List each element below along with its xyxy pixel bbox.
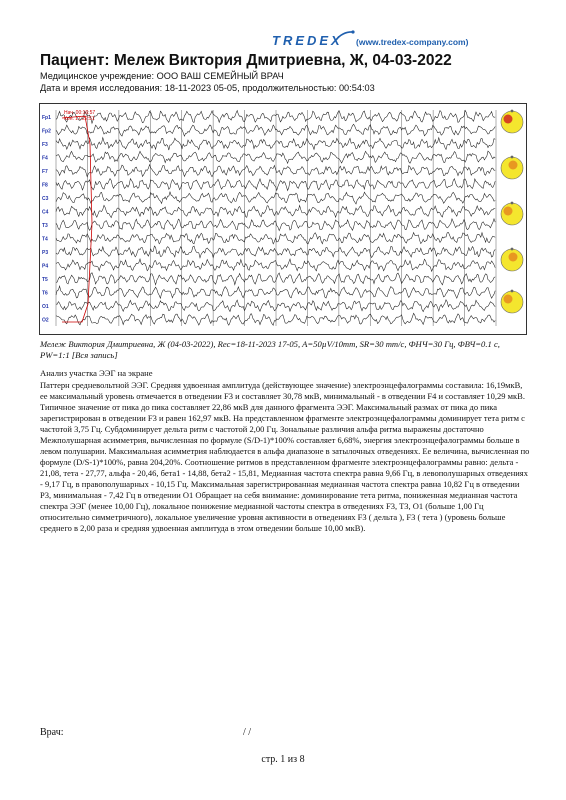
study-datetime-line: Дата и время исследования: 18-11-2023 05-05, продолжительностью: 00:54:03 — [40, 83, 375, 93]
eeg-trace — [56, 165, 495, 177]
eeg-channel-label: T5 — [42, 276, 48, 283]
eeg-channel-label: P3 — [42, 249, 49, 256]
eeg-trace — [56, 259, 495, 271]
analysis-text: Паттерн средневольтной ЭЭГ. Средняя удвоенная амплитуда (действующее значение) электроэнцефалограммы составила: 16,19мкВ, ее максимальный уровень отмечается в отведении F3 и составляет 30,78 мкВ, минимальный - в отведении F4 и составляет 10,29 мкВ. Типичное значение от пика до пика составляет 22,86 мкВ для данного фрагмента ЭЭГ. Максимальный размах от пика до пика зарегистрирован в отведении F3 и равен 162,97 мкВ. На представленном фрагменте электроэнцефалограммы доминирует тета ритм с частотой 3,75 Гц. Субдоминирует дельта ритм с частотой 2,00 Гц. Зональные различия альфа ритма выражены достаточно Межполушарная асимметрия, вычисленная по формуле (S/D-1)*100% составляет 6,68%, энергия электроэнцефалограммы больше в левом полушарии. Максимальная асимметрия наблюдается в альфа диапазоне в затылочных отведениях. Ее величина, вычисленная по формуле (D/S-1)*100%, равна 204,20%. Соотношение ритмов в представленном фрагменте электроэнцефалограммы равно: дельта - 21,08, тета - 27,77, альфа - 20,46, бета1 - 14,88, бета2 - 15,81, Медианная частота спектра равна 9,66 Гц, в левополушарных отведениях - 9,17 Гц, в правополушарных - 10,15 Гц. Максимальная зарегистрированная медианная частота спектра равна 10,82 Гц в отведении P3, минимальная - 7,42 Гц в отведении O1 Обращает на себя внимание: доминирование тета ритма, пониженная медианная частота спектра ЭЭГ (менее 10,00 Гц), локальное понижение медианной частоты спектра в отведениях F3, T3, O1 (больше 1,00 Гц относительно симметричного), локальное увеличение уровня активности в отведениях F3 ( дельта ), F3 ( тета ) (уровень больше среднего в 2,00 раза и средняя удвоенная амплитуда в этом отведении больше 10,00 мкВ). — [40, 380, 530, 533]
eeg-channel-label: T3 — [42, 222, 48, 229]
eeg-channel-label: C3 — [42, 195, 49, 202]
logo-swoosh-icon — [334, 29, 356, 43]
eeg-trace — [56, 286, 495, 298]
eeg-trace — [56, 192, 495, 204]
brain-map-hotspot — [504, 207, 513, 216]
eeg-trace — [56, 300, 495, 312]
analysis-title: Анализ участка ЭЭГ на экране — [40, 368, 153, 378]
eeg-channel-label: O1 — [42, 303, 49, 310]
eeg-channel-label: F8 — [42, 182, 48, 189]
brain-map-nose — [511, 290, 514, 293]
eeg-trace — [56, 179, 495, 191]
logo-brand: TREDEX — [272, 33, 343, 48]
eeg-trace — [56, 246, 495, 258]
brain-map-hotspot — [504, 115, 513, 124]
brain-map-nose — [511, 110, 514, 113]
page-number: стр. 1 из 8 — [261, 754, 305, 765]
brain-map-nose — [511, 156, 514, 159]
eeg-channel-label: Fp1 — [42, 114, 51, 121]
eeg-trace — [56, 273, 495, 285]
doctor-label: Врач: — [40, 727, 64, 738]
eeg-time-start: Нач. 00:16:57 — [64, 110, 96, 116]
eeg-trace — [56, 138, 495, 151]
eeg-trace — [56, 313, 495, 325]
doctor-signature-line: / / — [243, 727, 252, 738]
brain-map-hotspot — [509, 253, 518, 262]
brain-map-hotspot — [509, 161, 518, 170]
eeg-channel-label: F3 — [42, 141, 48, 148]
brain-map-icon — [501, 291, 523, 313]
eeg-channel-label: Fp2 — [42, 128, 51, 135]
eeg-trace — [56, 124, 495, 136]
tredex-logo — [272, 33, 502, 51]
eeg-time-end: Кон. 17:22:51 — [64, 116, 95, 122]
eeg-channel-label: O2 — [42, 317, 49, 324]
eeg-channel-label: F4 — [42, 155, 48, 162]
eeg-trace — [56, 232, 495, 244]
patient-title: Пациент: Мележ Виктория Дмитриевна, Ж, 04-03-2022 — [40, 52, 452, 69]
eeg-caption: Мележ Виктория Дмитриевна, Ж (04-03-2022), Rec=18-11-2023 17-05, A=50µV/10mm, SR=30 mm/c, ФНЧ=30 Гц, ФВЧ=0.1 с, PW=1:1 [Вся запись] — [40, 339, 500, 360]
institution-line: Медицинское учреждение: ООО ВАШ СЕМЕЙНЫЙ ВРАЧ — [40, 71, 284, 81]
eeg-channel-label: F7 — [42, 168, 48, 175]
brain-map-hotspot — [504, 295, 513, 304]
eeg-trace — [56, 151, 495, 163]
eeg-trace — [56, 205, 495, 217]
logo-site-url: (www.tredex-company.com) — [356, 37, 469, 47]
eeg-trace — [56, 111, 495, 124]
brain-map-nose — [511, 248, 514, 251]
eeg-trace — [56, 219, 495, 231]
eeg-traces — [40, 104, 526, 334]
eeg-channel-label: C4 — [42, 209, 49, 216]
eeg-channel-label: T4 — [42, 236, 48, 243]
eeg-recording-panel — [39, 103, 527, 335]
brain-map-icon — [501, 203, 523, 225]
eeg-channel-label: T6 — [42, 290, 48, 297]
brain-map-nose — [511, 202, 514, 205]
brain-map-icon — [501, 111, 523, 133]
eeg-channel-label: P4 — [42, 263, 49, 270]
